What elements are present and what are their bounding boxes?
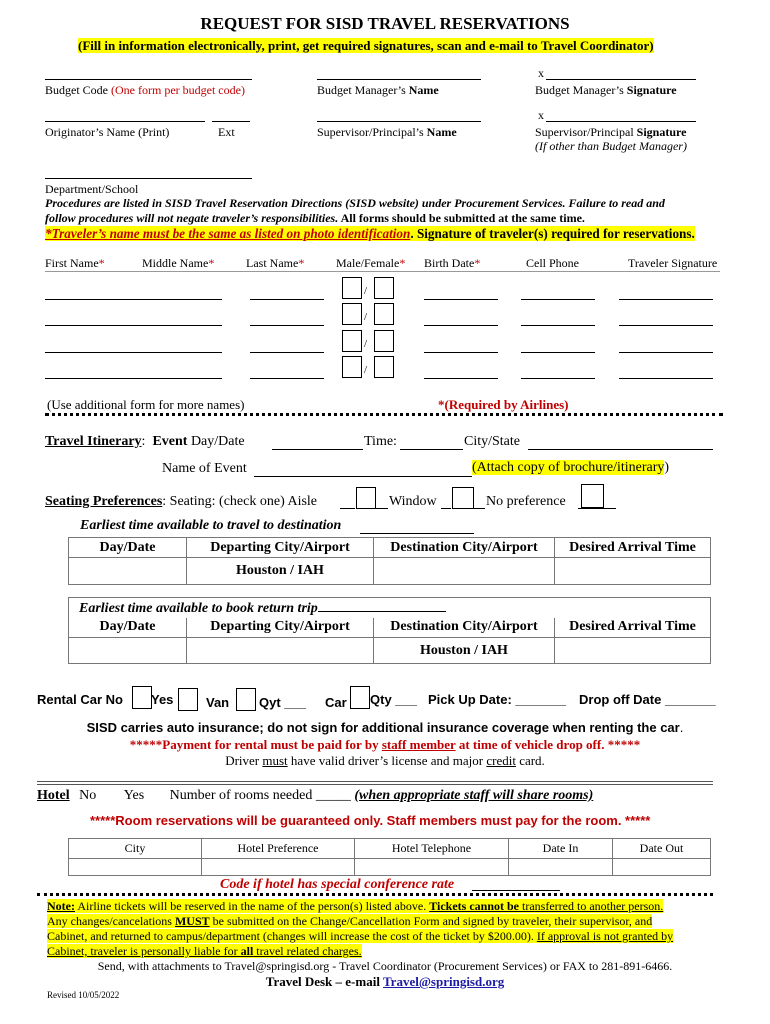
supervisor-name-label: Supervisor/Principal’s Name bbox=[317, 125, 457, 139]
itinerary-row: Travel Itinerary: Event Day/Date bbox=[45, 434, 245, 449]
page-subtitle: (Fill in information electronically, print, get required signatures, scan and e-mail to Travel Coordinator) bbox=[78, 38, 654, 53]
col-arrival: Desired Arrival Time bbox=[555, 538, 711, 558]
return-title-cell: Earliest time available to book return trip bbox=[69, 598, 711, 618]
car-label: Car bbox=[325, 695, 347, 710]
x-mark: x bbox=[538, 66, 544, 80]
return-arrival-cell[interactable] bbox=[555, 638, 711, 664]
return-destination-cell[interactable]: Houston / IAH bbox=[374, 638, 555, 664]
note-line2: Any changes/cancelations MUST be submitted on the Change/Cancellation Form and signed by traveler, their supervisor, and bbox=[47, 914, 653, 928]
note-divider bbox=[37, 893, 713, 896]
rental-car-no-label: Rental Car No bbox=[37, 692, 123, 707]
required-by-airlines: *(Required by Airlines) bbox=[438, 397, 569, 412]
header-gender: Male/Female* bbox=[336, 256, 406, 270]
van-label: Van bbox=[206, 695, 230, 710]
first-name-field[interactable] bbox=[45, 325, 222, 326]
outbound-departing-cell[interactable]: Houston / IAH bbox=[187, 558, 374, 585]
signature-field[interactable] bbox=[619, 299, 713, 300]
col-date-out: Date Out bbox=[613, 839, 711, 859]
pickup-date-label: Pick Up Date: _______ bbox=[428, 692, 567, 707]
hotel-divider bbox=[37, 781, 713, 785]
hotel-date-out-cell[interactable] bbox=[613, 859, 711, 876]
col-destination: Destination City/Airport bbox=[374, 538, 555, 558]
gender-slash: / bbox=[364, 364, 368, 376]
hotel-date-in-cell[interactable] bbox=[509, 859, 613, 876]
female-checkbox[interactable] bbox=[374, 356, 394, 378]
header-first-name: First Name* bbox=[45, 256, 105, 270]
col-city: City bbox=[69, 839, 202, 859]
male-checkbox[interactable] bbox=[342, 356, 362, 378]
room-guarantee-note: *****Room reservations will be guaranteed only. Staff members must pay for the room. ***** bbox=[90, 813, 651, 828]
car-qty-label: Qty ___ bbox=[370, 692, 417, 707]
last-name-field[interactable] bbox=[250, 325, 324, 326]
aisle-checkbox[interactable] bbox=[356, 487, 376, 509]
no-preference-checkbox[interactable] bbox=[581, 484, 604, 508]
department-line[interactable] bbox=[45, 178, 252, 179]
return-date-cell[interactable] bbox=[69, 638, 187, 664]
outbound-arrival-cell[interactable] bbox=[555, 558, 711, 585]
hotel-telephone-cell[interactable] bbox=[355, 859, 509, 876]
outbound-destination-cell[interactable] bbox=[374, 558, 555, 585]
male-checkbox[interactable] bbox=[342, 303, 362, 325]
budget-manager-signature-label: Budget Manager’s Signature bbox=[535, 83, 677, 97]
name-of-event-label: Name of Event bbox=[162, 461, 247, 476]
send-instructions: Send, with attachments to Travel@springisd.org - Travel Coordinator (Procurement Services) or FAX to 281-891-6466. bbox=[97, 959, 673, 973]
van-qty-label: Qyt ___ bbox=[259, 695, 306, 710]
header-birth-date: Birth Date* bbox=[424, 256, 481, 270]
col-destination: Destination City/Airport bbox=[374, 618, 555, 638]
col-departing: Departing City/Airport bbox=[187, 538, 374, 558]
supervisor-signature-label: Supervisor/Principal Signature bbox=[535, 125, 687, 139]
budget-manager-signature-line[interactable] bbox=[546, 79, 696, 80]
return-table bbox=[68, 597, 711, 664]
col-day-date: Day/Date bbox=[69, 618, 187, 638]
no-preference-label: No preference bbox=[486, 494, 566, 509]
birth-date-field[interactable] bbox=[424, 299, 498, 300]
col-departing: Departing City/Airport bbox=[187, 618, 374, 638]
first-name-field[interactable] bbox=[45, 352, 222, 353]
outbound-title: Earliest time available to travel to destination bbox=[80, 518, 342, 533]
female-checkbox[interactable] bbox=[374, 303, 394, 325]
header-traveler-signature: Traveler Signature bbox=[628, 256, 718, 270]
outbound-time-field[interactable] bbox=[360, 533, 474, 534]
ext-label: Ext bbox=[218, 125, 235, 139]
procedures-line3: *Traveler’s name must be the same as listed on photo identification. Signature of traveler(s) required for reservations. bbox=[45, 226, 695, 241]
originator-line[interactable] bbox=[45, 121, 205, 122]
cell-phone-field[interactable] bbox=[521, 352, 595, 353]
signature-field[interactable] bbox=[619, 325, 713, 326]
birth-date-field[interactable] bbox=[424, 325, 498, 326]
payment-note: *****Payment for rental must be paid for by staff member at time of vehicle drop off. ***** bbox=[129, 737, 641, 752]
col-date-in: Date In bbox=[509, 839, 613, 859]
additional-form-note: (Use additional form for more names) bbox=[47, 397, 245, 412]
no-pref-line bbox=[578, 508, 616, 509]
last-name-field[interactable] bbox=[250, 378, 324, 379]
birth-date-field[interactable] bbox=[424, 378, 498, 379]
window-line-2 bbox=[472, 508, 485, 509]
budget-manager-name-line[interactable] bbox=[317, 79, 481, 80]
gender-slash: / bbox=[364, 338, 368, 350]
cell-phone-field[interactable] bbox=[521, 325, 595, 326]
note-line1: Note: Airline tickets will be reserved in the name of the person(s) listed above. Tickets cannot be transferred to another person. bbox=[47, 899, 664, 913]
col-arrival: Desired Arrival Time bbox=[555, 618, 711, 638]
window-checkbox[interactable] bbox=[452, 487, 474, 509]
window-label: Window bbox=[389, 494, 437, 509]
last-name-field[interactable] bbox=[250, 352, 324, 353]
window-line bbox=[441, 508, 451, 509]
rental-yes-label: Yes bbox=[151, 692, 174, 707]
cell-phone-field[interactable] bbox=[521, 378, 595, 379]
note-line4: Cabinet, traveler is personally liable for all travel related charges. bbox=[47, 944, 362, 958]
x-mark-2: x bbox=[538, 108, 544, 122]
last-name-field[interactable] bbox=[250, 299, 324, 300]
insurance-note: SISD carries auto insurance; do not sign for additional insurance coverage when renting the car. bbox=[86, 720, 684, 735]
supervisor-signature-line[interactable] bbox=[546, 121, 696, 122]
traveler-header-rule bbox=[45, 271, 720, 272]
originator-label: Originator’s Name (Print) bbox=[45, 125, 170, 139]
note-line3: Cabinet, and returned to campus/department (changes will increase the cost of the ticket by $200.00). If approval is not granted by bbox=[47, 929, 674, 943]
return-departing-cell[interactable] bbox=[187, 638, 374, 664]
attach-note: (Attach copy of brochure/itinerary) bbox=[472, 460, 670, 475]
time-label: Time: bbox=[364, 434, 397, 449]
city-state-label: City/State bbox=[464, 434, 520, 449]
col-hotel-preference: Hotel Preference bbox=[202, 839, 355, 859]
gender-slash: / bbox=[364, 311, 368, 323]
ext-line[interactable] bbox=[212, 121, 250, 122]
conference-code-field[interactable] bbox=[472, 890, 560, 891]
signature-field[interactable] bbox=[619, 378, 713, 379]
male-checkbox[interactable] bbox=[342, 330, 362, 352]
hotel-table bbox=[68, 838, 711, 876]
event-name-field[interactable] bbox=[254, 476, 472, 477]
col-hotel-telephone: Hotel Telephone bbox=[355, 839, 509, 859]
outbound-table bbox=[68, 537, 711, 585]
first-name-field[interactable] bbox=[45, 378, 222, 379]
dropoff-date-label: Drop off Date _______ bbox=[579, 692, 716, 707]
van-checkbox[interactable] bbox=[236, 688, 256, 711]
col-day-date: Day/Date bbox=[69, 538, 187, 558]
procedures-line2: follow procedures will not negate traveler’s responsibilities. All forms should be submitted at the same time. bbox=[45, 211, 585, 225]
procedures-line1: Procedures are listed in SISD Travel Reservation Directions (SISD website) under Procurement Services. Failure to read and bbox=[45, 196, 665, 210]
hotel-preference-cell[interactable] bbox=[202, 859, 355, 876]
travel-desk-line: Travel Desk – e-mail Travel@springisd.org bbox=[265, 974, 505, 989]
gender-slash: / bbox=[364, 285, 368, 297]
event-city-field[interactable] bbox=[528, 449, 713, 450]
header-middle-name: Middle Name* bbox=[142, 256, 215, 270]
driver-note: Driver must have valid driver’s license and major credit card. bbox=[225, 753, 545, 768]
outbound-date-cell[interactable] bbox=[69, 558, 187, 585]
aisle-line-2 bbox=[374, 508, 388, 509]
birth-date-field[interactable] bbox=[424, 352, 498, 353]
page-title: REQUEST FOR SISD TRAVEL RESERVATIONS bbox=[200, 14, 570, 33]
aisle-line bbox=[340, 508, 355, 509]
event-time-field[interactable] bbox=[400, 449, 463, 450]
female-checkbox[interactable] bbox=[374, 277, 394, 299]
male-checkbox[interactable] bbox=[342, 277, 362, 299]
supervisor-note: (If other than Budget Manager) bbox=[535, 139, 687, 153]
header-cell-phone: Cell Phone bbox=[526, 256, 579, 270]
supervisor-name-line[interactable] bbox=[317, 121, 481, 122]
hotel-city-cell[interactable] bbox=[69, 859, 202, 876]
department-label: Department/School bbox=[45, 182, 139, 196]
travel-email-link[interactable]: Travel@springisd.org bbox=[382, 974, 505, 989]
conference-rate-label: Code if hotel has special conference rate bbox=[220, 877, 455, 892]
header-last-name: Last Name* bbox=[246, 256, 305, 270]
female-checkbox[interactable] bbox=[374, 330, 394, 352]
rental-no-checkbox[interactable] bbox=[132, 686, 152, 709]
event-date-field[interactable] bbox=[272, 449, 363, 450]
seating-row: Seating Preferences: Seating: (check one) Aisle bbox=[45, 494, 318, 509]
budget-code-line[interactable] bbox=[45, 79, 252, 80]
cell-phone-field[interactable] bbox=[521, 299, 595, 300]
first-name-field[interactable] bbox=[45, 299, 222, 300]
rental-yes-checkbox[interactable] bbox=[178, 688, 198, 711]
car-checkbox[interactable] bbox=[350, 686, 370, 709]
hotel-row: Hotel No Yes Number of rooms needed _____ (when appropriate staff will share rooms) bbox=[37, 788, 594, 803]
budget-code-label: Budget Code (One form per budget code) bbox=[45, 83, 245, 97]
budget-manager-name-label: Budget Manager’s Name bbox=[317, 83, 439, 97]
signature-field[interactable] bbox=[619, 352, 713, 353]
section-divider bbox=[45, 413, 723, 416]
revised-date: Revised 10/05/2022 bbox=[47, 990, 120, 1000]
